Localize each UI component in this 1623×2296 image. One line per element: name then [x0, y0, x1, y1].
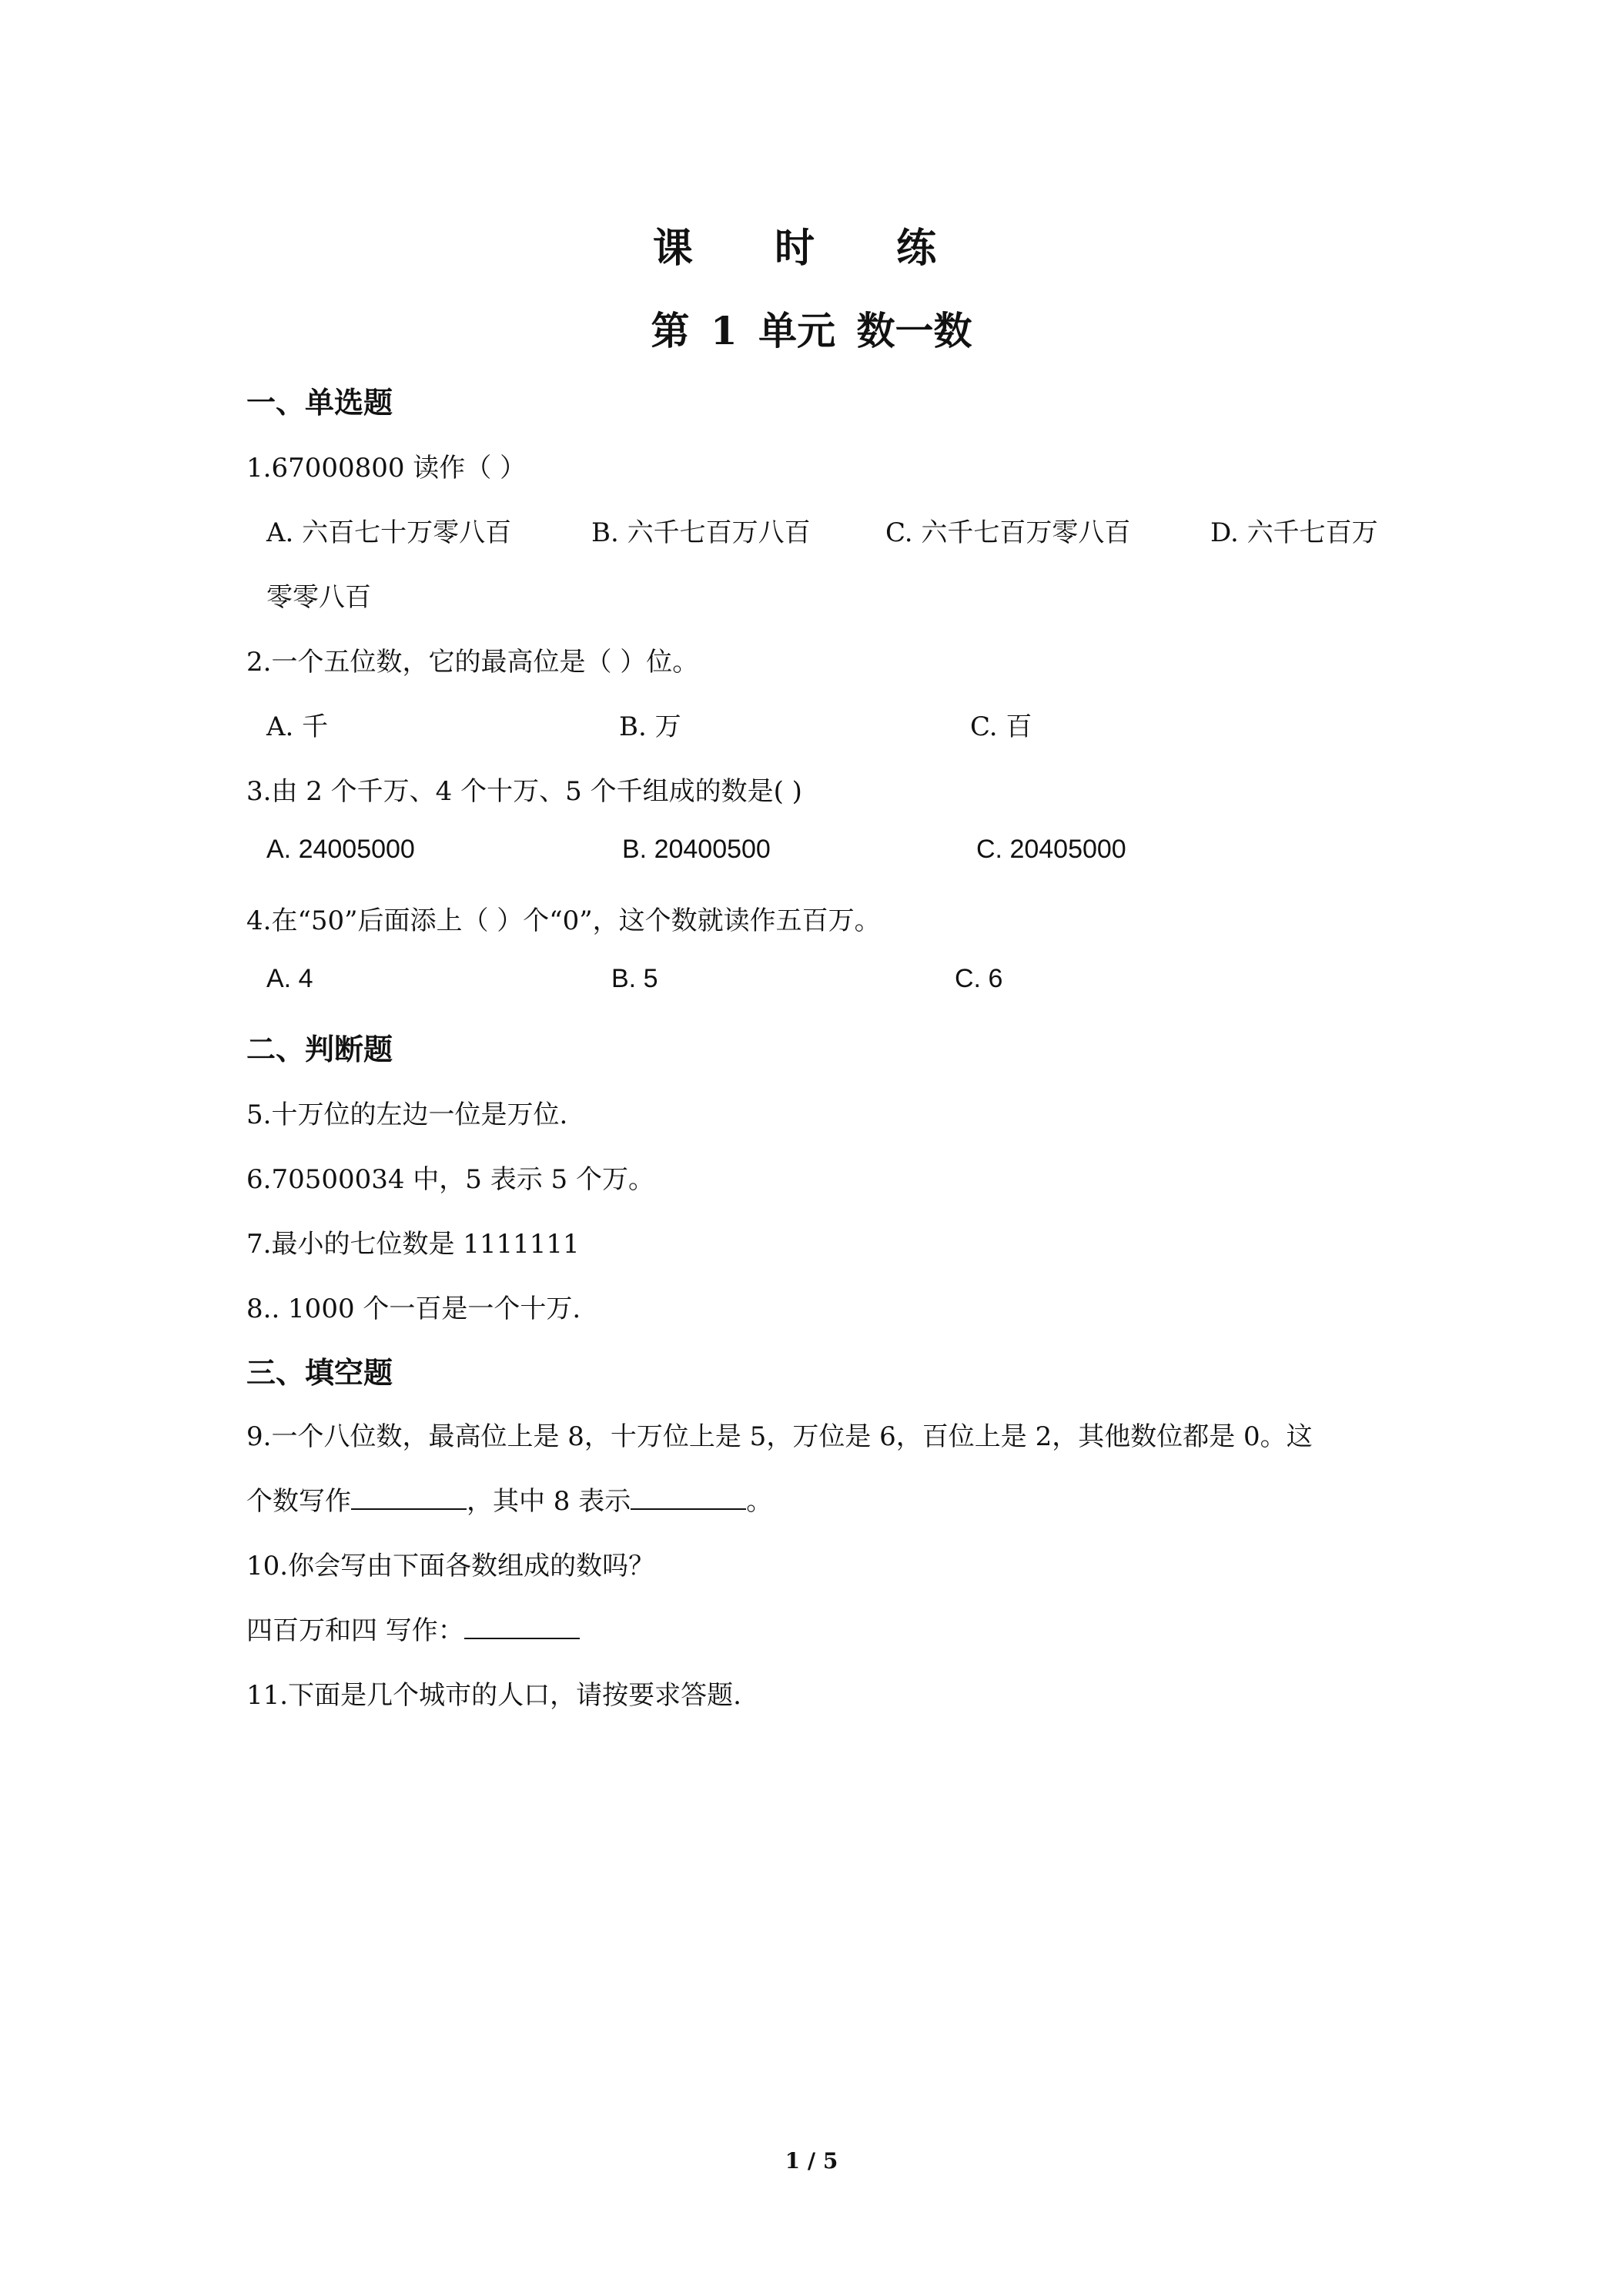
answer-blank[interactable]: [464, 1615, 580, 1639]
question-2-option-b: B. 万: [619, 711, 681, 742]
page-number: 1 / 5: [785, 2148, 838, 2174]
answer-blank[interactable]: [351, 1485, 467, 1510]
question-1-stem: 1.67000800 读作（ ）: [246, 453, 527, 484]
question-2-option-c: C. 百: [970, 711, 1032, 742]
question-9-text-a: 个数写作: [246, 1486, 351, 1517]
answer-blank[interactable]: [631, 1485, 746, 1510]
question-3-option-c: C. 20405000: [976, 835, 1126, 864]
question-2-stem: 2.一个五位数，它的最高位是（ ）位。: [246, 647, 699, 678]
question-3-stem: 3.由 2 个千万、4 个十万、5 个千组成的数是( ): [246, 776, 802, 807]
page-title: 课 时 练: [652, 225, 971, 272]
question-8: 8.. 1000 个一百是一个十万.: [246, 1294, 581, 1324]
section-heading-true-false: 二、判断题: [246, 1032, 393, 1066]
question-1-option-b: B. 六千七百万八百: [591, 517, 811, 548]
question-4-stem: 4.在“50”后面添上（ ）个“0”，这个数就读作五百万。: [246, 905, 881, 936]
question-9-text-b: ，其中 8 表示: [467, 1486, 631, 1517]
question-10-sub-label: 四百万和四 写作：: [246, 1615, 464, 1646]
question-7: 7.最小的七位数是 1111111: [246, 1229, 580, 1260]
section-heading-fill-in: 三、填空题: [246, 1355, 393, 1390]
question-3-option-a: A. 24005000: [266, 835, 415, 864]
question-2-option-a: A. 千: [266, 711, 329, 742]
question-4-option-a: A. 4: [266, 964, 313, 993]
question-5: 5.十万位的左边一位是万位.: [246, 1099, 568, 1130]
question-10-stem: 10.你会写由下面各数组成的数吗？: [246, 1551, 655, 1581]
question-1-option-d: D. 六千七百万: [1210, 517, 1378, 548]
question-11-stem: 11.下面是几个城市的人口，请按要求答题.: [246, 1680, 741, 1711]
question-4-option-b: B. 5: [611, 964, 658, 993]
section-heading-single-choice: 一、单选题: [246, 385, 393, 420]
question-1-option-a: A. 六百七十万零八百: [266, 517, 512, 548]
question-1-option-c: C. 六千七百万零八百: [885, 517, 1131, 548]
question-4-option-c: C. 6: [955, 964, 1003, 993]
unit-title: 第 1 单元 数一数: [651, 308, 972, 353]
question-9-text-c: 。: [746, 1486, 773, 1517]
question-1-option-d-continued: 零零八百: [266, 582, 371, 613]
question-9-line-1: 9.一个八位数，最高位上是 8，十万位上是 5，万位是 6，百位上是 2，其他数位都是 0。这: [246, 1421, 1313, 1452]
question-10-subitem: [246, 1609, 580, 1647]
question-9-line-2: [246, 1480, 772, 1518]
question-3-option-b: B. 20400500: [622, 835, 771, 864]
question-6: 6.70500034 中，5 表示 5 个万。: [246, 1164, 654, 1195]
